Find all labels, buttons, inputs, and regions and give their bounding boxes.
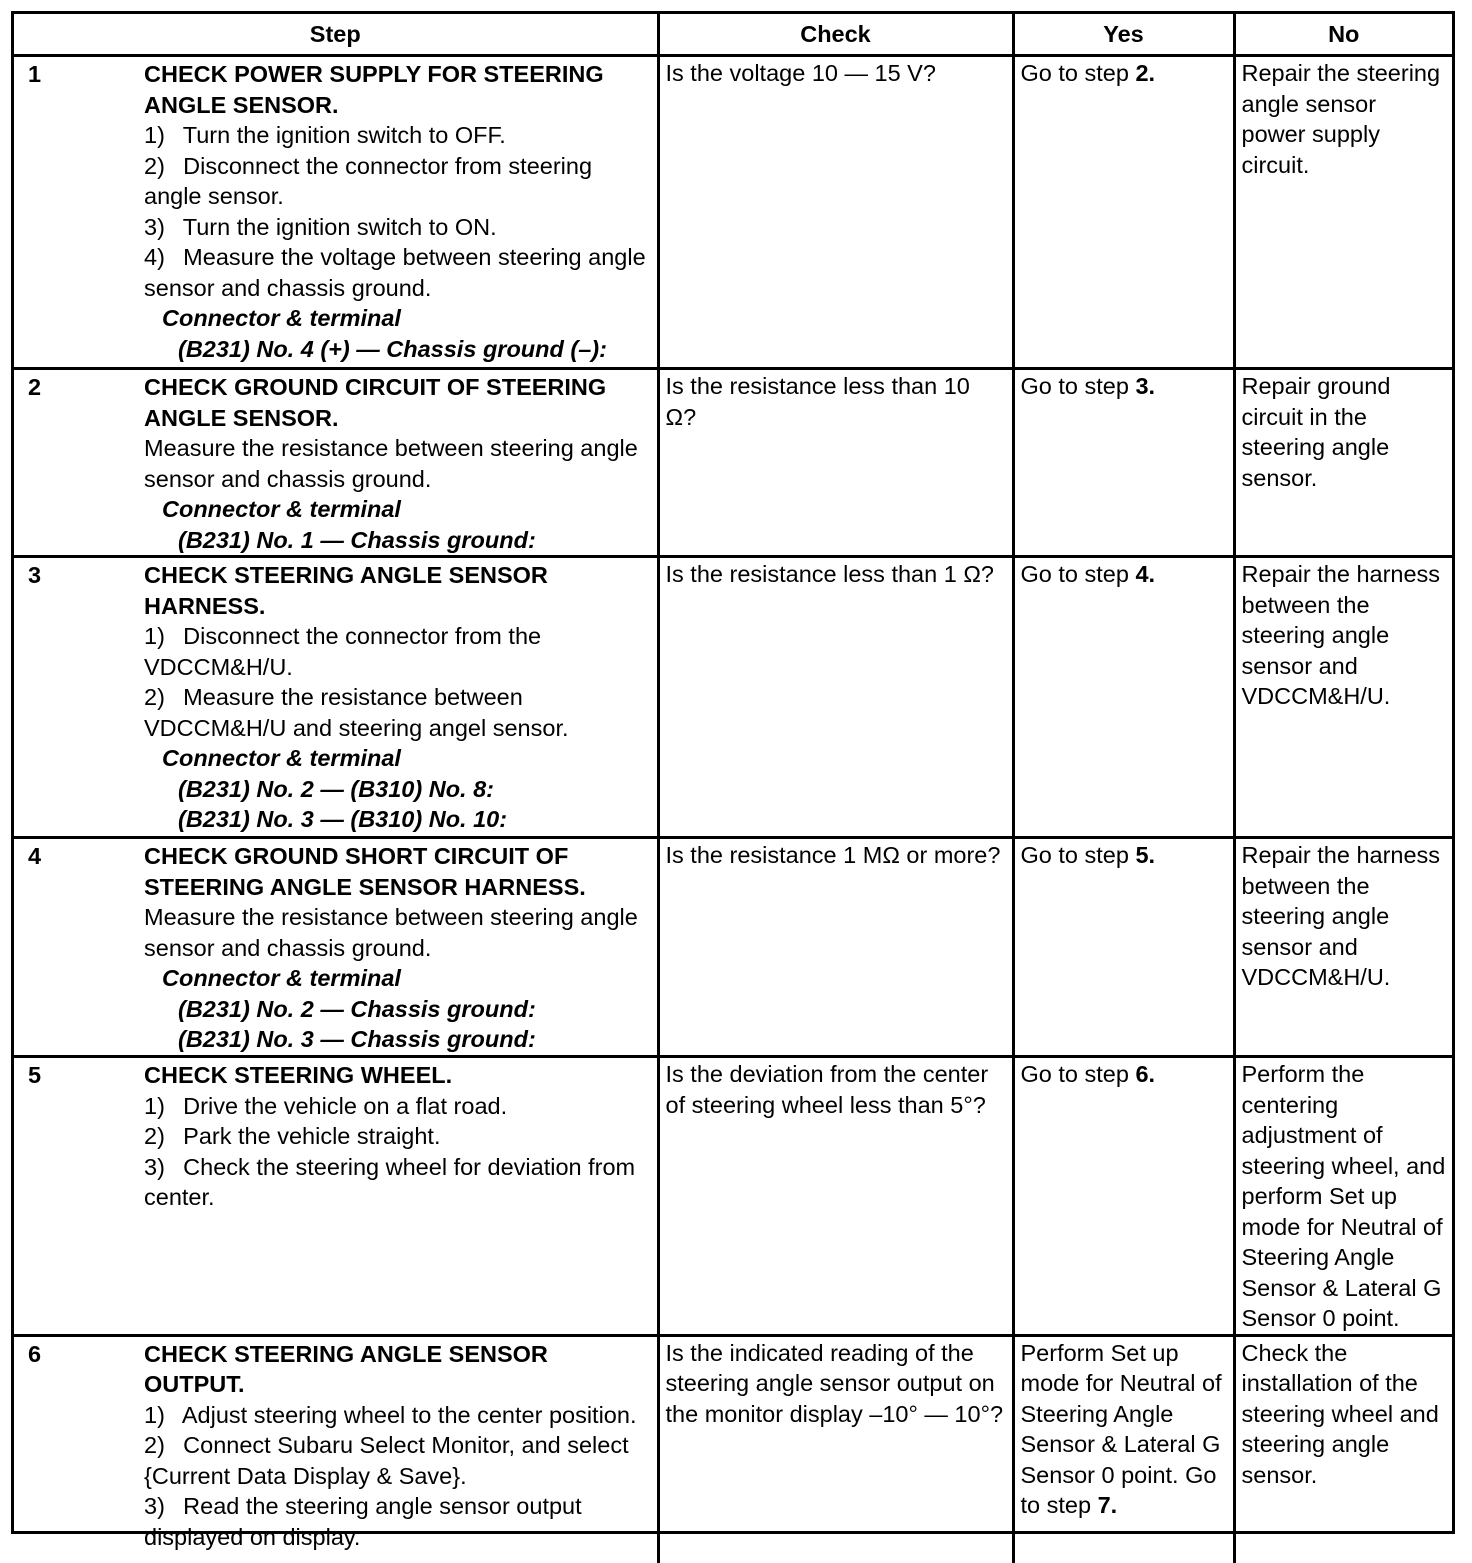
yes-cell	[1013, 557, 1234, 838]
terminal-spec: (B231) No. 1 — Chassis ground:	[178, 526, 536, 553]
check-question: Is the resistance less than 1 Ω?	[665, 561, 994, 587]
step-title: CHECK STEERING WHEEL.	[144, 1062, 453, 1088]
header-check: Check	[658, 14, 1013, 56]
step-title: CHECK STEERING ANGLE SENSOR OUTPUT.	[144, 1340, 548, 1397]
check-question: Is the indicated reading of the steering angle sensor output on the monitor display –10° — 10°?	[665, 1339, 1004, 1427]
step-instruction: Measure the resistance between steering angle sensor and chassis ground.	[144, 904, 638, 961]
step-number: 1	[28, 61, 42, 87]
table-row	[14, 838, 1452, 1057]
yes-cell	[1013, 56, 1234, 369]
check-cell	[658, 1057, 1013, 1336]
step-body	[140, 840, 651, 1055]
yes-suffix: .	[1148, 60, 1156, 86]
yes-suffix: .	[1148, 842, 1156, 868]
step-instruction: 2) Connect Subaru Select Monitor, and select {Current Data Display & Save}.	[144, 1432, 629, 1489]
step-body	[140, 1059, 651, 1213]
yes-cell	[1013, 838, 1234, 1057]
diagnostic-table	[14, 14, 1452, 1563]
step-instruction: 3) Read the steering angle sensor output displayed on display.	[144, 1493, 582, 1550]
yes-suffix: .	[1148, 1061, 1156, 1087]
check-cell	[658, 838, 1013, 1057]
terminal-spec: (B231) No. 2 — Chassis ground:	[178, 995, 536, 1022]
yes-step-ref: 5	[1135, 842, 1149, 868]
terminal-spec: (B231) No. 3 — (B310) No. 10:	[178, 806, 508, 832]
yes-step-ref: 6	[1135, 1061, 1149, 1087]
check-cell	[658, 1335, 1013, 1563]
yes-action: Go to step	[1020, 561, 1136, 587]
step-instruction: 2) Measure the resistance between VDCCM&H/U and steering angel sensor.	[144, 684, 569, 741]
table-row	[14, 1057, 1452, 1336]
terminal-spec: (B231) No. 2 — (B310) No. 8:	[178, 775, 495, 802]
step-instruction: 4) Measure the voltage between steering angle sensor and chassis ground.	[144, 244, 646, 301]
diagnostic-procedure-table	[11, 11, 1455, 1550]
step-instruction: 2) Park the vehicle straight.	[144, 1123, 441, 1149]
no-action: Repair ground circuit in the steering angle sensor.	[1241, 373, 1391, 491]
yes-step-ref: 2	[1135, 60, 1149, 86]
step-instruction: 3) Turn the ignition switch to ON.	[144, 213, 497, 240]
check-cell	[658, 557, 1013, 838]
yes-step-ref: 7	[1097, 1492, 1111, 1518]
no-action: Repair the harness between the steering angle sensor and VDCCM&H/U.	[1241, 842, 1441, 990]
yes-suffix: .	[1148, 373, 1156, 399]
yes-suffix: .	[1148, 561, 1156, 587]
yes-action: Go to step	[1020, 1061, 1136, 1087]
connector-terminal-label: Connector & terminal	[162, 305, 401, 331]
header-step: Step	[14, 14, 658, 56]
step-instruction: 3) Check the steering wheel for deviation from center.	[144, 1153, 636, 1210]
step-body	[140, 371, 651, 555]
no-cell	[1234, 838, 1452, 1057]
terminal-spec: (B231) No. 4 (+) — Chassis ground (–):	[178, 335, 607, 362]
step-cell	[14, 838, 658, 1057]
step-number: 6	[28, 1340, 42, 1367]
check-question: Is the deviation from the center of steering wheel less than 5°?	[665, 1061, 989, 1118]
yes-action: Go to step	[1020, 842, 1136, 868]
no-cell	[1234, 369, 1452, 557]
no-cell	[1234, 1057, 1452, 1336]
step-number: 4	[28, 843, 42, 869]
yes-action: Go to step	[1020, 373, 1136, 399]
yes-cell	[1013, 369, 1234, 557]
step-number: 3	[28, 562, 42, 588]
step-cell	[14, 1335, 658, 1563]
no-action: Check the installation of the steering wheel and steering angle sensor.	[1241, 1339, 1439, 1488]
table-row	[14, 369, 1452, 557]
step-instruction: 1) Disconnect the connector from the VDCCM&H/U.	[144, 623, 542, 680]
yes-action: Perform Set up mode for Neutral of Steering Angle Sensor & Lateral G Sensor 0 point. Go to step	[1020, 1339, 1222, 1518]
no-action: Perform the centering adjustment of steering wheel, and perform Set up mode for Neutral of Steering Angle Sensor & Lateral G Sensor 0 point.	[1241, 1061, 1446, 1331]
no-action: Repair the steering angle sensor power supply circuit.	[1241, 60, 1441, 178]
header-no: No	[1234, 14, 1452, 56]
step-cell	[14, 1057, 658, 1336]
check-question: Is the voltage 10 — 15 V?	[665, 60, 936, 86]
table-row	[14, 56, 1452, 369]
step-instruction: 1) Drive the vehicle on a flat road.	[144, 1092, 508, 1119]
step-cell	[14, 56, 658, 369]
check-cell	[658, 56, 1013, 369]
no-cell	[1234, 56, 1452, 369]
yes-step-ref: 4	[1135, 561, 1149, 587]
step-body	[140, 559, 651, 835]
yes-suffix: .	[1110, 1492, 1118, 1518]
step-title: CHECK POWER SUPPLY FOR STEERING ANGLE SENSOR.	[144, 61, 604, 118]
connector-terminal-label: Connector & terminal	[162, 965, 401, 991]
check-question: Is the resistance 1 MΩ or more?	[665, 842, 1001, 868]
header-yes: Yes	[1013, 14, 1234, 56]
connector-terminal-label: Connector & terminal	[162, 496, 401, 522]
no-action: Repair the harness between the steering angle sensor and VDCCM&H/U.	[1241, 561, 1441, 709]
terminal-spec: (B231) No. 3 — Chassis ground:	[178, 1026, 536, 1052]
check-question: Is the resistance less than 10 Ω?	[665, 373, 970, 430]
step-cell	[14, 369, 658, 557]
step-body	[140, 1338, 651, 1553]
step-instruction: 1) Adjust steering wheel to the center position.	[144, 1401, 637, 1428]
no-cell	[1234, 557, 1452, 838]
step-title: CHECK GROUND CIRCUIT OF STEERING ANGLE SENSOR.	[144, 374, 607, 431]
yes-step-ref: 3	[1135, 373, 1149, 399]
table-row	[14, 557, 1452, 838]
yes-cell	[1013, 1335, 1234, 1563]
step-title: CHECK GROUND SHORT CIRCUIT OF STEERING ANGLE SENSOR HARNESS.	[144, 843, 586, 900]
check-cell	[658, 369, 1013, 557]
step-body	[140, 58, 651, 364]
header-row	[14, 14, 1452, 56]
yes-cell	[1013, 1057, 1234, 1336]
connector-terminal-label: Connector & terminal	[162, 745, 401, 771]
step-title: CHECK STEERING ANGLE SENSOR HARNESS.	[144, 562, 548, 619]
no-cell	[1234, 1335, 1452, 1563]
yes-action: Go to step	[1020, 60, 1136, 86]
step-instruction: 1) Turn the ignition switch to OFF.	[144, 122, 506, 148]
step-instruction: 2) Disconnect the connector from steering angle sensor.	[144, 152, 593, 209]
step-cell	[14, 557, 658, 838]
step-instruction: Measure the resistance between steering angle sensor and chassis ground.	[144, 435, 638, 492]
step-number: 2	[28, 374, 42, 400]
table-row	[14, 1335, 1452, 1563]
step-number: 5	[28, 1062, 42, 1088]
